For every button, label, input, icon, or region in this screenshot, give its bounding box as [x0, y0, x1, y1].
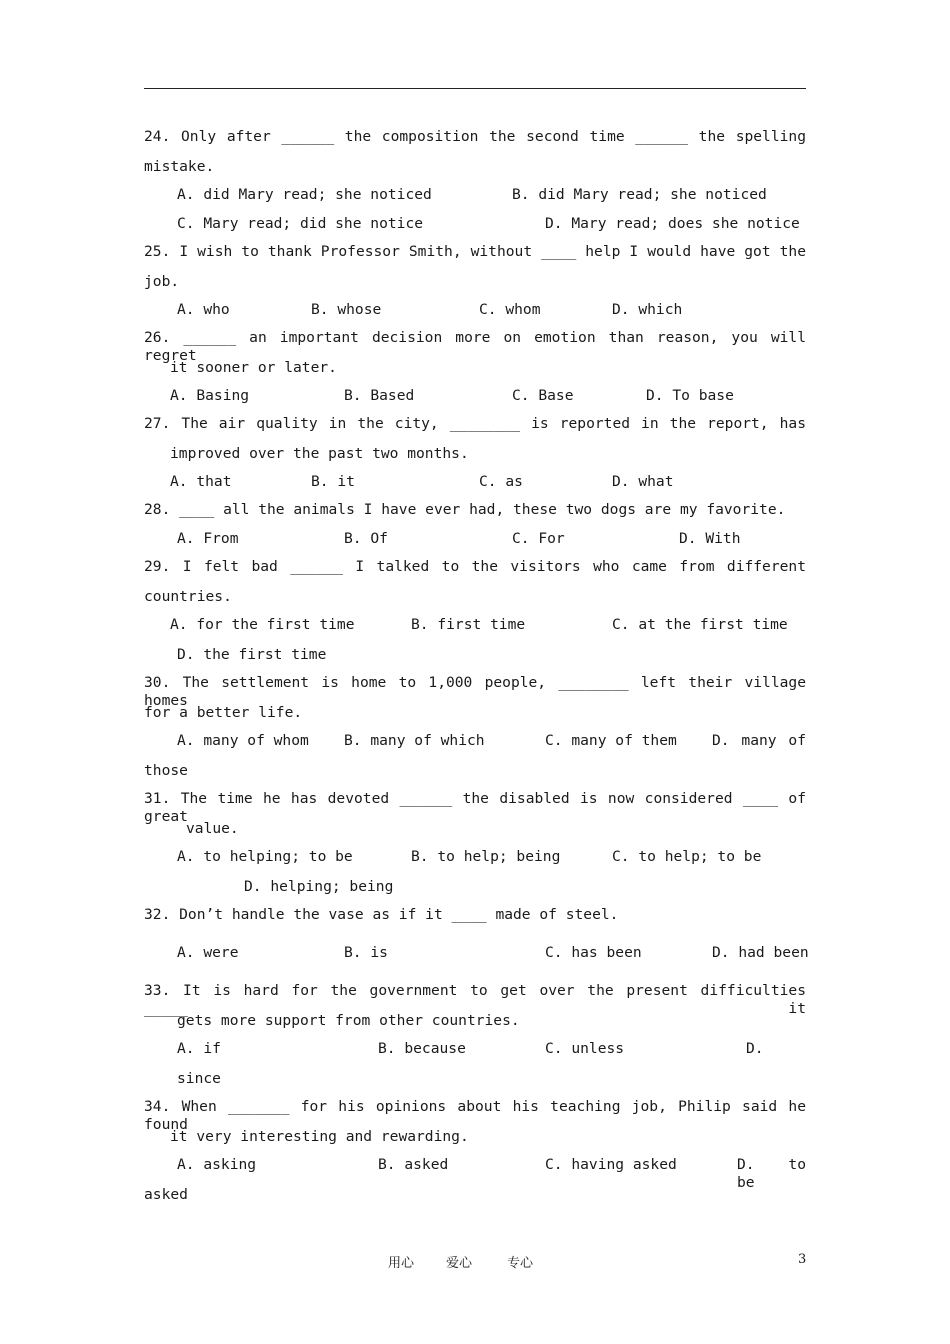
footer-motto-left: 用心	[388, 1256, 415, 1271]
question-30-option-a[interactable]: A. many of whom	[177, 732, 309, 749]
question-26-option-c[interactable]: C. Base	[512, 387, 574, 404]
question-33-option-a[interactable]: A. if	[177, 1040, 221, 1057]
question-27-option-c[interactable]: C. as	[479, 473, 523, 490]
question-24-stem-cont: mistake.	[144, 158, 215, 175]
question-31-stem: 31. The time he has devoted ______ the disabled is now considered ____ of great	[144, 790, 806, 825]
question-29-option-b[interactable]: B. first time	[411, 616, 526, 633]
question-28-stem: 28. ____ all the animals I have ever had, these two dogs are my favorite.	[144, 501, 786, 518]
question-34-stem-cont: it very interesting and rewarding.	[170, 1128, 469, 1145]
question-26-option-d[interactable]: D. To base	[646, 387, 734, 404]
question-33-stem-cont: gets more support from other countries.	[177, 1012, 520, 1029]
question-27-stem-cont: improved over the past two months.	[170, 445, 469, 462]
question-30-option-d-cont: those	[144, 762, 188, 779]
page-number: 3	[798, 1252, 807, 1267]
question-33-option-d-cont: since	[177, 1070, 221, 1087]
question-24-option-c[interactable]: C. Mary read; did she notice	[177, 215, 424, 232]
question-25-option-b[interactable]: B. whose	[311, 301, 382, 318]
question-30-option-c[interactable]: C. many of them	[545, 732, 677, 749]
question-33-option-d[interactable]: D.	[746, 1040, 764, 1057]
question-33-option-c[interactable]: C. unless	[545, 1040, 625, 1057]
question-32-stem: 32. Don’t handle the vase as if it ____ made of steel.	[144, 906, 619, 923]
question-32-option-a[interactable]: A. were	[177, 944, 239, 961]
question-26-stem-cont: it sooner or later.	[170, 359, 337, 376]
question-25-stem-cont: job.	[144, 273, 180, 290]
question-34-stem: 34. When _______ for his opinions about his teaching job, Philip said he found	[144, 1098, 806, 1133]
question-28-option-c[interactable]: C. For	[512, 530, 565, 547]
question-26-stem: 26. ______ an important decision more on emotion than reason, you will regret	[144, 329, 806, 364]
question-28-option-d[interactable]: D. With	[679, 530, 741, 547]
footer-motto-middle: 爱心	[446, 1256, 473, 1271]
question-30-option-b[interactable]: B. many of which	[344, 732, 485, 749]
question-29-option-d[interactable]: D. the first time	[177, 646, 327, 663]
question-33-option-b[interactable]: B. because	[378, 1040, 466, 1057]
question-34-option-a[interactable]: A. asking	[177, 1156, 257, 1173]
question-25-option-a[interactable]: A. who	[177, 301, 230, 318]
question-29-stem: 29. I felt bad ______ I talked to the visitors who came from different	[144, 558, 806, 575]
question-25-stem: 25. I wish to thank Professor Smith, without ____ help I would have got the	[144, 243, 806, 260]
question-34-option-b[interactable]: B. asked	[378, 1156, 449, 1173]
question-24-stem: 24. Only after ______ the composition the second time ______ the spelling	[144, 128, 806, 145]
question-27-option-a[interactable]: A. that	[170, 473, 232, 490]
question-30-stem: 30. The settlement is home to 1,000 people, ________ left their village homes	[144, 674, 806, 709]
question-28-option-a[interactable]: A. From	[177, 530, 239, 547]
question-28-option-b[interactable]: B. Of	[344, 530, 388, 547]
question-26-option-a[interactable]: A. Basing	[170, 387, 250, 404]
question-30-option-d[interactable]: D. many of	[712, 732, 806, 749]
question-32-option-c[interactable]: C. has been	[545, 944, 642, 961]
question-25-option-d[interactable]: D. which	[612, 301, 683, 318]
question-24-option-a[interactable]: A. did Mary read; she noticed	[177, 186, 432, 203]
question-32-option-d[interactable]: D. had been	[712, 944, 809, 961]
question-31-option-a[interactable]: A. to helping; to be	[177, 848, 353, 865]
question-26-option-b[interactable]: B. Based	[344, 387, 415, 404]
question-31-option-d[interactable]: D. helping; being	[244, 878, 394, 895]
header-rule	[144, 88, 806, 89]
question-29-option-a[interactable]: A. for the first time	[170, 616, 355, 633]
question-27-option-d[interactable]: D. what	[612, 473, 674, 490]
question-25-option-c[interactable]: C. whom	[479, 301, 541, 318]
question-24-option-b[interactable]: B. did Mary read; she noticed	[512, 186, 767, 203]
question-29-option-c[interactable]: C. at the first time	[612, 616, 788, 633]
question-34-option-d[interactable]: D. to be	[737, 1156, 806, 1191]
question-27-option-b[interactable]: B. it	[311, 473, 355, 490]
question-31-option-c[interactable]: C. to help; to be	[612, 848, 762, 865]
question-34-option-c[interactable]: C. having asked	[545, 1156, 677, 1173]
question-31-option-b[interactable]: B. to help; being	[411, 848, 561, 865]
question-30-stem-cont: for a better life.	[144, 704, 303, 721]
question-27-stem: 27. The air quality in the city, ________ is reported in the report, has	[144, 415, 806, 432]
question-34-option-d-cont: asked	[144, 1186, 188, 1203]
question-29-stem-cont: countries.	[144, 588, 232, 605]
question-31-stem-cont: value.	[186, 820, 239, 837]
question-24-option-d[interactable]: D. Mary read; does she notice	[545, 215, 800, 232]
question-32-option-b[interactable]: B. is	[344, 944, 388, 961]
question-33-stem: 33. It is hard for the government to get over the present difficulties _____ it	[144, 982, 806, 1017]
footer-motto-right: 专心	[507, 1256, 534, 1271]
